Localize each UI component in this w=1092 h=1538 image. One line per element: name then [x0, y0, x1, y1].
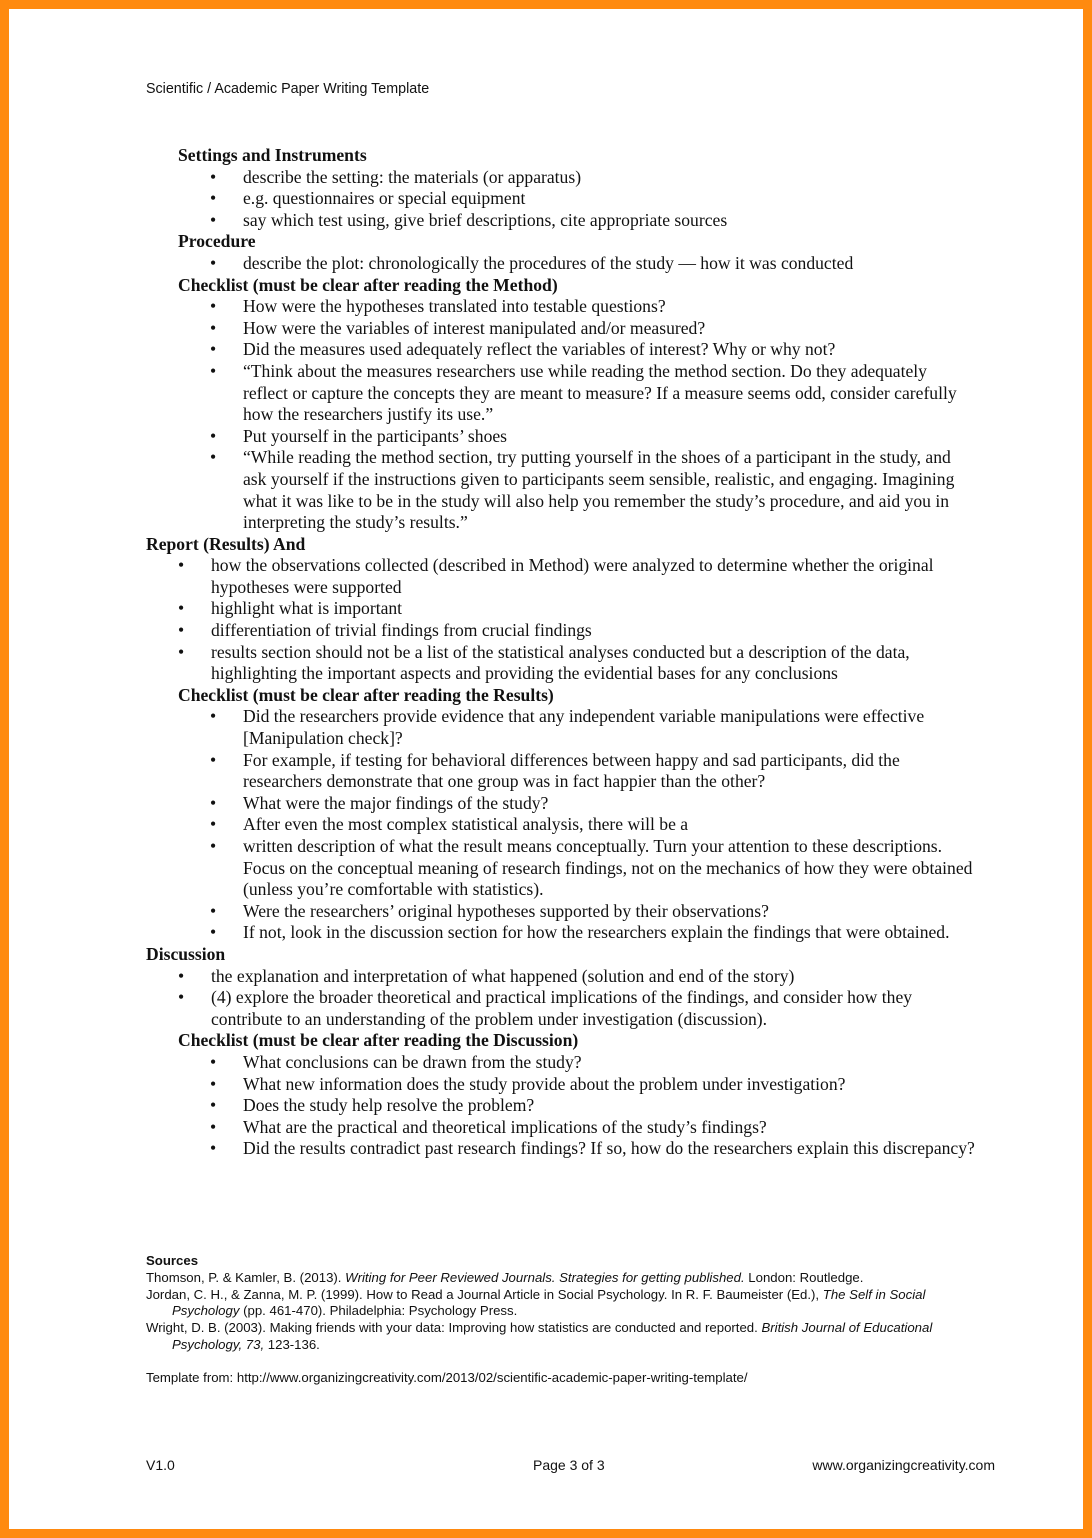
sources-title: Sources: [146, 1253, 199, 1268]
bullet-list: [146, 296, 976, 534]
section-heading: Checklist (must be clear after reading the Discussion): [178, 1030, 579, 1051]
list-item: [146, 706, 976, 749]
list-item-text: How were the variables of interest manipulated and/or measured?: [243, 317, 706, 338]
bullet-icon: •: [210, 900, 217, 921]
list-item-text: say which test using, give brief descriptions, cite appropriate sources: [243, 209, 728, 230]
list-item: [146, 318, 976, 340]
footer-version: V1.0: [146, 1457, 175, 1473]
bullet-icon: •: [210, 360, 217, 381]
list-item: [146, 339, 976, 361]
list-item: [146, 167, 976, 189]
bullet-icon: •: [210, 339, 217, 360]
section-heading: Discussion: [146, 943, 226, 964]
list-item: [146, 555, 976, 598]
bullet-icon: •: [210, 188, 217, 209]
bullet-icon: •: [178, 598, 185, 619]
reference-entry: [146, 1287, 976, 1321]
bullet-icon: •: [178, 965, 185, 986]
reference-entry: [146, 1320, 976, 1354]
footer-website[interactable]: www.organizingcreativity.com: [812, 1457, 995, 1473]
reference-post: London: Routledge.: [744, 1269, 864, 1285]
list-item: [146, 210, 976, 232]
reference-entry: [146, 1270, 976, 1287]
list-item-text: What were the major findings of the study?: [243, 792, 549, 813]
list-item: [146, 598, 976, 620]
list-item-text: (4) explore the broader theoretical and practical implications of the findings, and consider how they contribute to an understanding of the problem under investigation (discussion).: [211, 987, 913, 1029]
list-item: [146, 253, 976, 275]
bullet-icon: •: [210, 922, 217, 943]
list-item: [146, 1117, 976, 1139]
list-item: [146, 642, 976, 685]
list-item: [146, 296, 976, 318]
bullet-icon: •: [178, 987, 185, 1008]
bullet-icon: •: [210, 166, 217, 187]
bullet-icon: •: [210, 706, 217, 727]
bullet-icon: •: [210, 447, 217, 468]
list-item: [146, 188, 976, 210]
bullet-list: [146, 1052, 976, 1160]
list-item: [146, 814, 976, 836]
list-item: [146, 793, 976, 815]
list-item: [146, 620, 976, 642]
list-item-text: What new information does the study provide about the problem under investigation?: [243, 1073, 846, 1094]
list-item-text: “While reading the method section, try putting yourself in the shoes of a participant in the study, and ask yourself if the instructions given to participants seem sensible, realistic, and engaging. Imagining what it was like to be in the study will also help you remember the study’s procedure, and aid you in interpreting the study’s results.”: [243, 447, 955, 533]
list-item-text: What conclusions can be drawn from the study?: [243, 1051, 582, 1072]
list-item: [146, 836, 976, 901]
reference-pre: Thomson, P. & Kamler, B. (2013).: [146, 1269, 346, 1285]
list-item-text: Were the researchers’ original hypotheses supported by their observations?: [243, 900, 769, 921]
list-item: [146, 1138, 976, 1160]
bullet-icon: •: [210, 1138, 217, 1159]
bullet-icon: •: [178, 555, 185, 576]
list-item-text: highlight what is important: [211, 598, 403, 619]
list-item: [146, 426, 976, 448]
bullet-icon: •: [210, 296, 217, 317]
list-item-text: For example, if testing for behavioral differences between happy and sad participants, did the researchers demonstrate that one group was in fact happier than the other?: [243, 749, 900, 792]
template-source-link[interactable]: Template from: http://www.organizingcreativity.com/2013/02/scientific-academic-paper-writing-template/: [146, 1369, 748, 1385]
list-item-text: “Think about the measures researchers use while reading the method section. Do they adequately reflect or capture the concepts they are meant to measure? If a measure seems odd, consider carefully how the researchers justify its use.”: [243, 360, 957, 425]
list-item-text: Does the study help resolve the problem?: [243, 1095, 535, 1116]
list-item-text: Did the results contradict past research findings? If so, how do the researchers explain this discrepancy?: [243, 1138, 975, 1159]
list-item-text: describe the plot: chronologically the procedures of the study — how it was conducted: [243, 252, 854, 273]
list-item-text: how the observations collected (described in Method) were analyzed to determine whether the original hypotheses were supported: [211, 555, 934, 597]
list-item: [146, 361, 976, 426]
section-heading: Report (Results) And: [146, 533, 306, 554]
list-item-text: the explanation and interpretation of what happened (solution and end of the story): [211, 965, 795, 986]
list-item: [146, 901, 976, 923]
bullet-icon: •: [178, 641, 185, 662]
reference-italic: The Self in Social Psychology: [172, 1286, 926, 1319]
bullet-icon: •: [210, 317, 217, 338]
reference-post: 123-136.: [264, 1336, 320, 1352]
bullet-icon: •: [178, 620, 185, 641]
bullet-list: [146, 706, 976, 944]
list-item-text: What are the practical and theoretical implications of the study’s findings?: [243, 1116, 767, 1137]
list-item-text: After even the most complex statistical analysis, there will be a: [243, 814, 689, 835]
references-list: [146, 1270, 976, 1354]
list-item: [146, 447, 976, 533]
bullet-list: [146, 253, 976, 275]
list-item: [146, 987, 976, 1030]
section-heading: Procedure: [178, 231, 256, 252]
list-item-text: written description of what the result means conceptually. Turn your attention to these descriptions. Focus on the conceptual meaning of research findings, not on the mechanics of how they were obtained (unless you’re comfortable with statistics).: [243, 836, 973, 900]
bullet-list: [146, 966, 976, 1031]
list-item-text: If not, look in the discussion section for how the researchers explain the findings that were obtained.: [243, 922, 950, 943]
reference-italic: Writing for Peer Reviewed Journals. Strategies for getting published.: [345, 1269, 745, 1285]
reference-pre: Wright, D. B. (2003). Making friends with your data: Improving how statistics are conducted and reported.: [146, 1320, 762, 1336]
list-item: [146, 1074, 976, 1096]
sources-section: [146, 1253, 976, 1387]
list-item: [146, 922, 976, 944]
list-item: [146, 966, 976, 988]
list-item-text: How were the hypotheses translated into testable questions?: [243, 296, 666, 317]
bullet-list: [146, 555, 976, 685]
section-heading: Checklist (must be clear after reading the Method): [178, 274, 558, 295]
bullet-icon: •: [210, 1051, 217, 1072]
bullet-icon: •: [210, 836, 217, 856]
bullet-icon: •: [210, 1116, 217, 1137]
list-item-text: Did the researchers provide evidence that any independent variable manipulations were effective [Manipulation check]?: [243, 706, 925, 749]
list-item-text: results section should not be a list of the statistical analyses conducted but a description of the data, highlighting the important aspects and providing the evidential bases for any conclusions: [211, 641, 910, 684]
bullet-icon: •: [210, 1073, 217, 1094]
bullet-icon: •: [210, 1095, 217, 1116]
footer-page-number: Page 3 of 3: [533, 1457, 605, 1473]
running-header: Scientific / Academic Paper Writing Template: [146, 81, 430, 97]
bullet-icon: •: [210, 792, 217, 813]
section-heading: Settings and Instruments: [178, 145, 367, 165]
document-body: [146, 145, 976, 1160]
section-heading: Checklist (must be clear after reading the Results): [178, 684, 554, 705]
bullet-icon: •: [210, 425, 217, 446]
reference-pre: Jordan, C. H., & Zanna, M. P. (1999). How to Read a Journal Article in Social Psychology. In R. F. Baumeister (Ed.),: [146, 1286, 823, 1302]
bullet-list: [146, 167, 976, 232]
list-item-text: Did the measures used adequately reflect the variables of interest? Why or why not?: [243, 339, 836, 360]
bullet-icon: •: [210, 252, 217, 273]
bullet-icon: •: [210, 814, 217, 835]
list-item-text: describe the setting: the materials (or apparatus): [243, 166, 582, 187]
reference-italic: British Journal of Educational Psychology, 73,: [172, 1320, 933, 1352]
list-item: [146, 1052, 976, 1074]
list-item: [146, 1095, 976, 1117]
list-item-text: Put yourself in the participants’ shoes: [243, 425, 508, 446]
reference-post: (pp. 461-470). Philadelphia: Psychology Press.: [239, 1303, 518, 1319]
list-item-text: e.g. questionnaires or special equipment: [243, 188, 526, 209]
list-item: [146, 750, 976, 793]
bullet-icon: •: [210, 209, 217, 230]
list-item-text: differentiation of trivial findings from crucial findings: [211, 620, 592, 641]
bullet-icon: •: [210, 749, 217, 770]
